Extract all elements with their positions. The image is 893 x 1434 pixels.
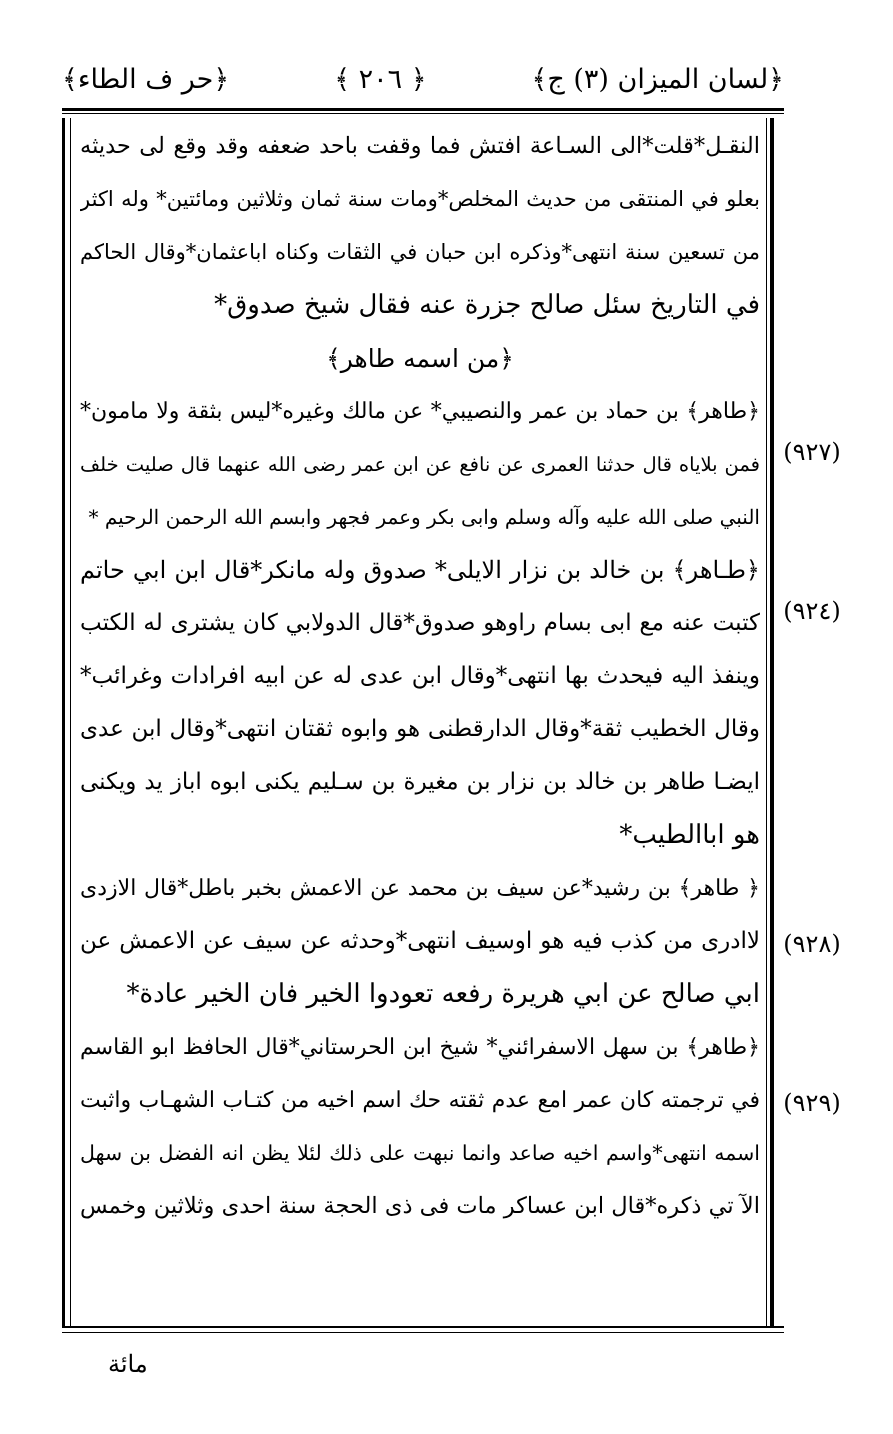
text-line: وقال الخطيب ثقة*وقال الدارقطنى هو وابوه ثقتان انتهى*وقال ابن عدى [80, 716, 760, 742]
frame-inner-rule-left [70, 118, 71, 1328]
text-line: بعلو في المنتقى من حديث المخلص*ومات سنة ثمان وثلاثين ومائتين* وله اكثر [80, 187, 760, 211]
entry-line: ﴿طـاهر﴾ بن خالد بن نزار الايلى* صدوق وله مانكر*قال ابن ابي حاتم [80, 556, 760, 584]
entry-line: ﴿طاهر﴾ بن حماد بن عمر والنصيبي* عن مالك وغيره*ليس بثقة ولا مامون* [80, 399, 760, 424]
text-line: كتبت عنه مع ابى بسام راوهو صدوق*قال الدولابي كان يشترى له الكتب [80, 610, 760, 636]
footer-rule [62, 1326, 784, 1328]
frame-inner-rule-right [766, 118, 767, 1328]
entry-number: (٩٢٧) [783, 438, 841, 466]
body-text [80, 120, 760, 1233]
entry-number: (٩٢٨) [783, 930, 841, 958]
header-rule-thin [62, 113, 784, 114]
text-line: في ترجمته كان عمر امع عدم ثقته حك اسم اخيه من كتـاب الشهـاب واثبت [80, 1088, 760, 1113]
entry-line: ﴿ طاهر﴾ بن رشيد*عن سيف بن محمد عن الاعمش بخبر باطل*قال الازدى [80, 876, 760, 901]
header-rule [62, 108, 784, 111]
text-line: النبي صلى الله عليه وآله وسلم وابى بكر وعمر فجهر وابسم الله الرحمن الرحيم * [88, 505, 760, 529]
page-header [62, 58, 784, 100]
entry-line: ﴿طاهر﴾ بن سهل الاسفرائني* شيخ ابن الحرستاني*قال الحافظ ابو القاسم [80, 1035, 760, 1060]
text-line: الآ تي ذكره*قال ابن عساكر مات فى ذى الحجة سنة احدى وثلاثين وخمس [80, 1193, 760, 1219]
catchword: مائة [108, 1350, 148, 1378]
entry-number: (٩٢٩) [783, 1089, 841, 1117]
book-title: ﴿لسان الميزان (٣) ج﴾ [531, 63, 784, 95]
text-line: من تسعين سنة انتهى*وذكره ابن حبان في الثقات وكناه اباعثمان*وقال الحاكم [80, 240, 760, 264]
footer-rule-thin [62, 1332, 784, 1333]
text-line: في التاريخ سئل صالح جزرة عنه فقال شيخ صدوق* [214, 290, 760, 320]
section-heading: ﴿من اسمه طاهر﴾ [326, 344, 514, 373]
text-line: هو اباالطيب* [619, 820, 760, 850]
text-line: ايضـا طاهر بن خالد بن نزار بن مغيرة بن سـليم يكنى ابوه اباز يد ويكنى [80, 769, 760, 795]
section-title: ﴿حر ف الطاء﴾ [62, 63, 230, 95]
text-line: فمن بلاياه قال حدثنا العمرى عن نافع عن ابن عمر رضى الله عنهما قال صليت خلف [80, 453, 760, 476]
page-number: ﴿ ٢٠٦ ﴾ [334, 63, 427, 95]
text-line: النقـل*قلت*الى السـاعة افتش فما وقفت باحد ضعفه وقد وقع لى حديثه [80, 133, 760, 159]
entry-number: (٩٢٤) [783, 597, 841, 625]
text-line: ابي صالح عن ابي هريرة رفعه تعودوا الخير فان الخير عادة* [126, 979, 760, 1009]
text-line: وينفذ اليه فيحدث بها انتهى*وقال ابن عدى له عن ابيه افرادات وغرائب* [80, 663, 760, 689]
text-line: لاادرى من كذب فيه هو اوسيف انتهى*وحدثه عن سيف عن الاعمش عن [80, 928, 760, 954]
text-line: اسمه انتهى*واسم اخيه صاعد وانما نبهت على ذلك لئلا يظن انه الفضل بن سهل [80, 1141, 760, 1165]
